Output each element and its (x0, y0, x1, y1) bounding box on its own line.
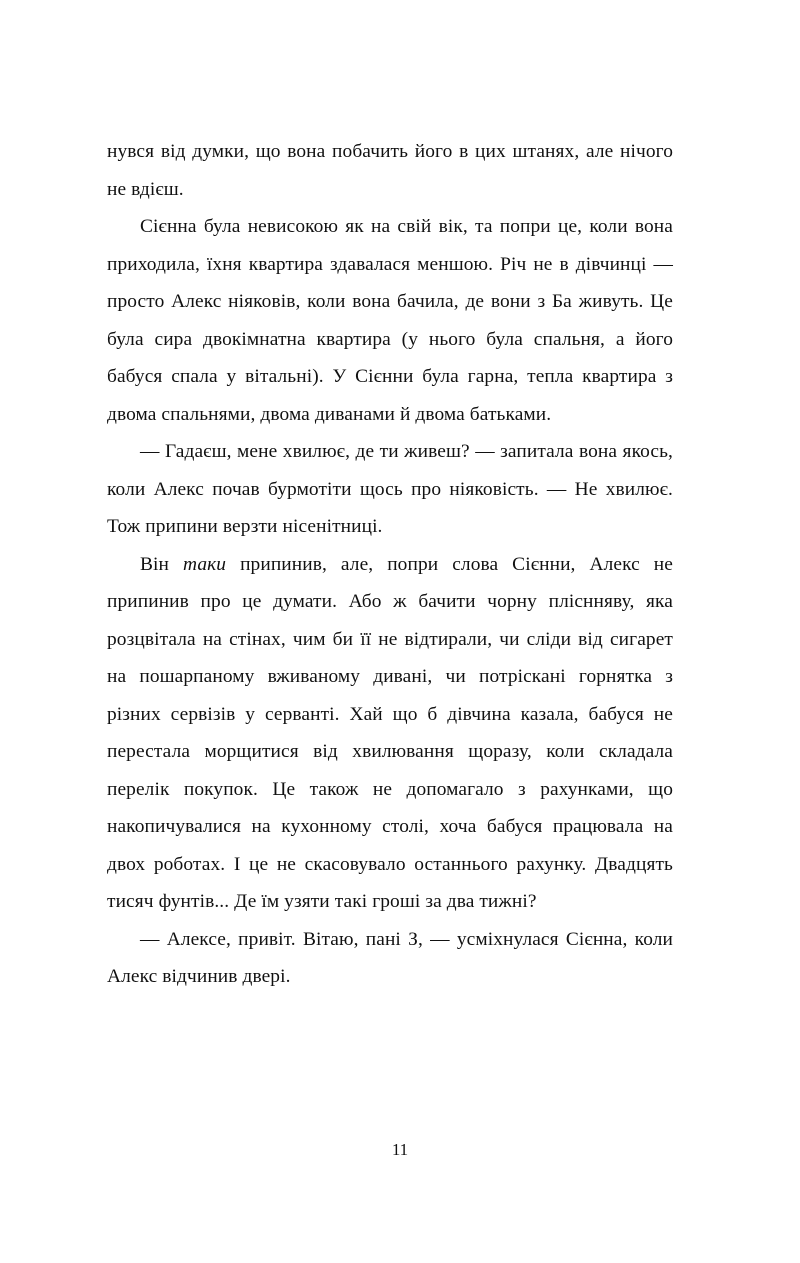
body-text (107, 133, 673, 996)
paragraph-1: нувся від думки, що вона побачить його в цих штанях, але нічого не вдієш. (107, 141, 673, 200)
page-number: 11 (391, 1140, 409, 1159)
paragraph-2: Сієнна була невисокою як на свій вік, та попри це, коли вона приходила, їхня квартира здавалася меншою. Річ не в дівчинці — просто Алекс ніяковів, коли вона бачила, де вони з Ба живуть. Це була сира двокімнатна квартира (у нього була спальня, а його бабуся спала у вітальні). У Сієнни була гарна, тепла квартира з двома спальнями, двома диванами й двома батьками. (107, 216, 673, 425)
paragraph-3: — Гадаєш, мене хвилює, де ти живеш? — запитала вона якось, коли Алекс почав бурмотіти щось про ніяковість. — Не хвилює. Тож припини верзти нісенітниці. (107, 441, 673, 537)
paragraph-5: — Алексе, привіт. Вітаю, пані З, — усміхнулася Сієнна, коли Алекс відчинив двері. (107, 928, 673, 987)
paragraph-4 (107, 546, 673, 921)
paragraph-4-emphasis: таки (182, 553, 227, 575)
paragraph-4-part-3: припинив, але, попри слова Сієнни, Алекс не припинив про це думати. Або ж бачити чорну пліснняву, яка розцвітала на стінах, чим би її не відтирали, чи сліди від сигарет на пошарпаному вживаному дивані, чи потріскані горнятка з різних сервізів у серванті. Хай що б дівчина казала, бабуся не перестала морщитися від хвилювання щоразу, коли складала перелік покупок. Це також не допомагало з рахунками, що накопичувалися на кухонному столі, хоча бабуся працювала на двох роботах. І це не скасовувало останнього рахунку. Двадцять тисяч фунтів... Де їм узяти такі гроші за два тижні? (107, 553, 673, 912)
paragraph-4-part-1: Він (140, 553, 183, 575)
